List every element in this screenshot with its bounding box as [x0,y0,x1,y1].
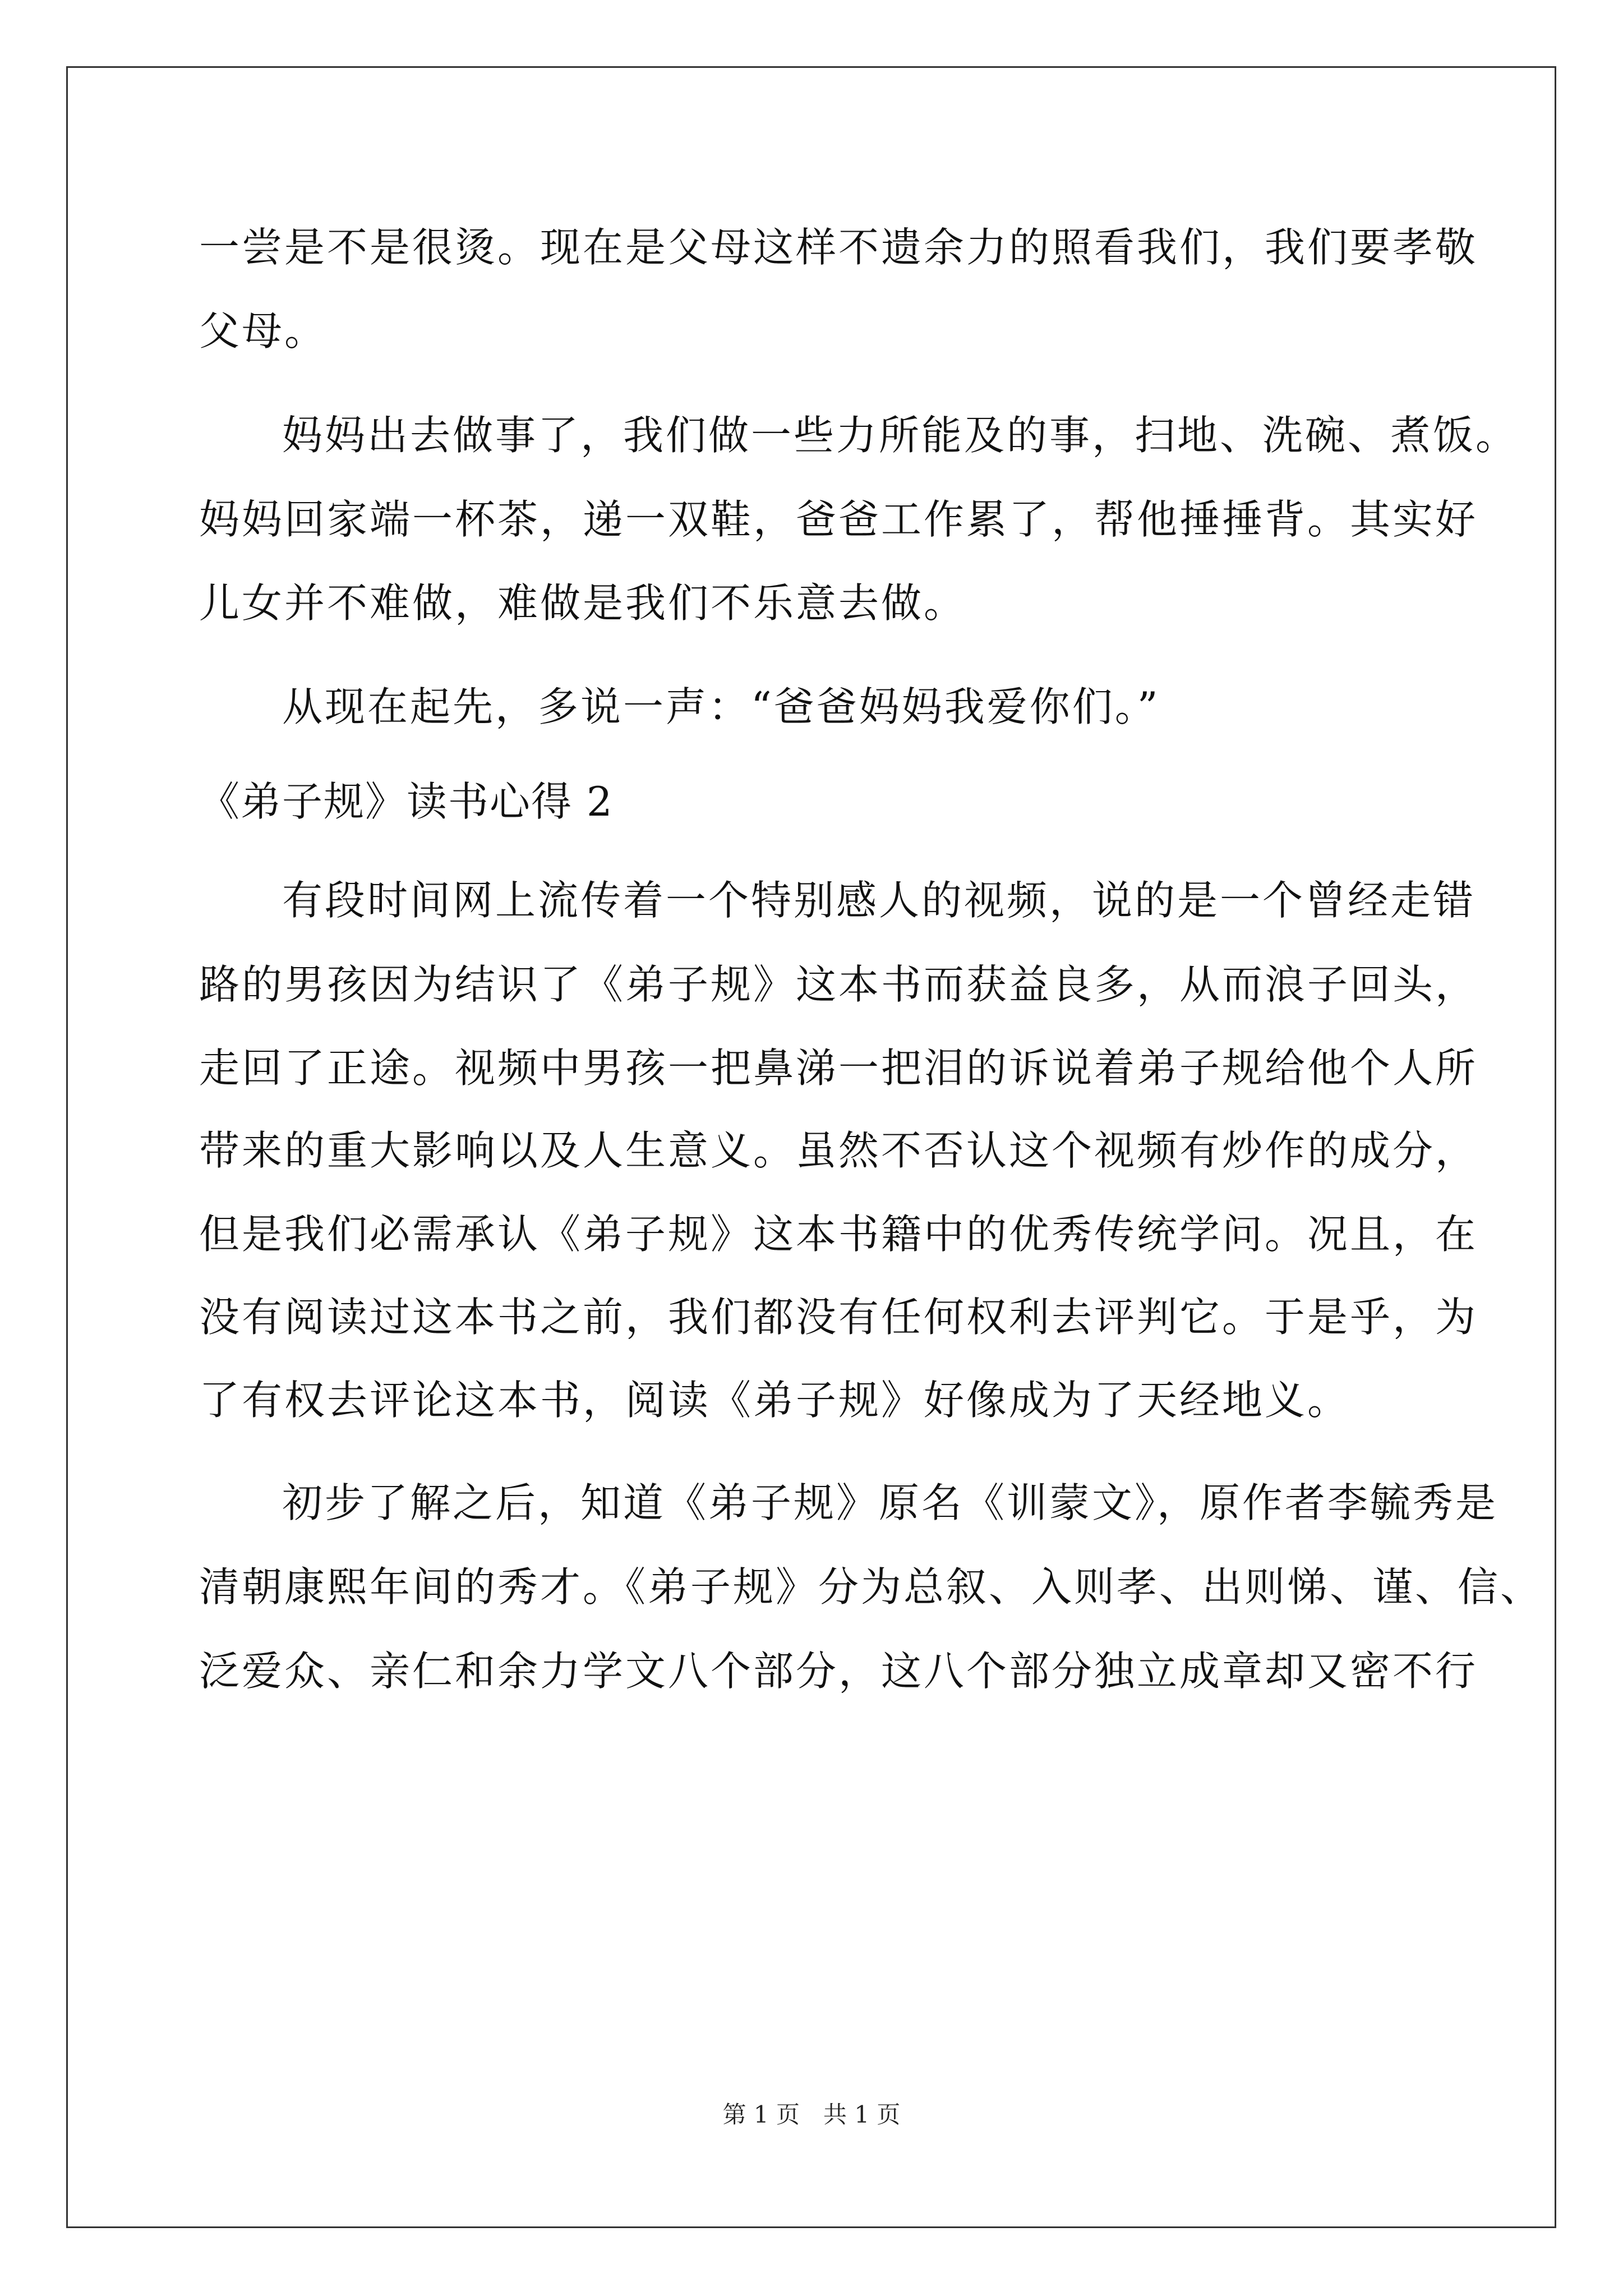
paragraph-line: 带来的重大影响以及人生意义。虽然不否认这个视频有炒作的成分， [199,1127,1478,1174]
paragraph-line: 没有阅读过这本书之前，我们都没有任何权利去评判它。于是乎，为 [199,1294,1478,1341]
paragraph-line: 清朝康熙年间的秀才。《弟子规》分为总叙、入则孝、出则悌、谨、信、 [199,1563,1543,1611]
paragraph-line: 一尝是不是很烫。现在是父母这样不遗余力的照看我们，我们要孝敬 [199,224,1478,271]
page-footer: 第 1 页 共 1 页 [722,2101,901,2128]
document-body [199,0,1543,2076]
paragraph-line: 初步了解之后，知道《弟子规》原名《训蒙文》，原作者李毓秀是 [282,1479,1498,1526]
paragraph-line: 父母。 [199,307,328,355]
section-heading: 《弟子规》读书心得 2 [199,778,614,825]
paragraph-line: 走回了正途。视频中男孩一把鼻涕一把泪的诉说着弟子规给他个人所 [199,1045,1478,1092]
paragraph-line: 有段时间网上流传着一个特别感人的视频，说的是一个曾经走错 [282,877,1476,924]
paragraph-line: 妈妈出去做事了，我们做一些力所能及的事，扫地、洗碗、煮饭。 [282,412,1519,459]
paragraph-line: 妈妈回家端一杯茶，递一双鞋，爸爸工作累了，帮他捶捶背。其实好 [199,496,1478,543]
paragraph-line: 泛爱众、亲仁和余力学文八个部分，这八个部分独立成章却又密不行 [199,1648,1478,1695]
paragraph-line: 路的男孩因为结识了《弟子规》这本书而获益良多，从而浪子回头， [199,961,1478,1008]
paragraph-line: 但是我们必需承认《弟子规》这本书籍中的优秀传统学问。况且，在 [199,1211,1478,1258]
paragraph-line: 从现在起先，多说一声：“爸爸妈妈我爱你们。” [282,683,1160,730]
paragraph-line: 了有权去评论这本书，阅读《弟子规》好像成为了天经地义。 [199,1377,1350,1424]
paragraph-line: 儿女并不难做，难做是我们不乐意去做。 [199,579,967,627]
